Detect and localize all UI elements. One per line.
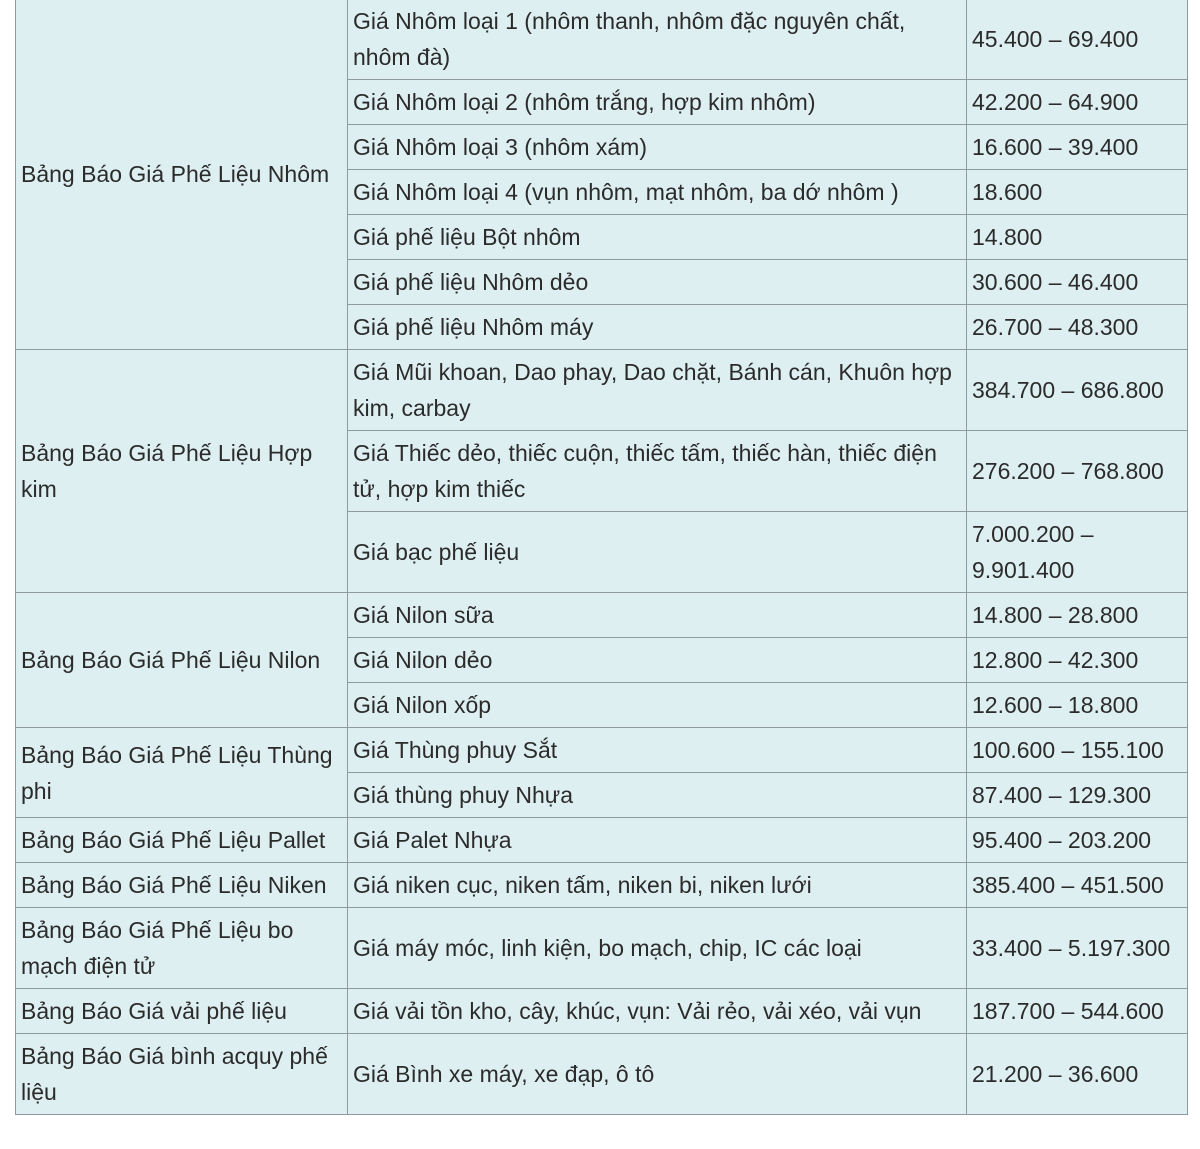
table-row — [16, 593, 1188, 638]
item-name-cell: Giá niken cục, niken tấm, niken bi, niken lưới — [348, 863, 967, 908]
table-row — [16, 908, 1188, 989]
table-row — [16, 863, 1188, 908]
price-cell: 87.400 – 129.300 — [967, 773, 1188, 818]
table-row — [16, 818, 1188, 863]
price-cell: 30.600 – 46.400 — [967, 260, 1188, 305]
table-row — [16, 350, 1188, 431]
price-cell: 12.800 – 42.300 — [967, 638, 1188, 683]
item-name-cell: Giá Thiếc dẻo, thiếc cuộn, thiếc tấm, thiếc hàn, thiếc điện tử, hợp kim thiếc — [348, 431, 967, 512]
price-cell: 95.400 – 203.200 — [967, 818, 1188, 863]
price-cell: 33.400 – 5.197.300 — [967, 908, 1188, 989]
item-name-cell: Giá Nhôm loại 3 (nhôm xám) — [348, 125, 967, 170]
table-row — [16, 728, 1188, 773]
price-cell: 42.200 – 64.900 — [967, 80, 1188, 125]
category-cell: Bảng Báo Giá bình acquy phế liệu — [16, 1034, 348, 1115]
category-cell: Bảng Báo Giá Phế Liệu Hợp kim — [16, 350, 348, 593]
item-name-cell: Giá Mũi khoan, Dao phay, Dao chặt, Bánh cán, Khuôn hợp kim, carbay — [348, 350, 967, 431]
item-name-cell: Giá Nilon dẻo — [348, 638, 967, 683]
price-table — [15, 0, 1188, 1115]
price-cell: 276.200 – 768.800 — [967, 431, 1188, 512]
item-name-cell: Giá Nhôm loại 4 (vụn nhôm, mạt nhôm, ba dớ nhôm ) — [348, 170, 967, 215]
table-row — [16, 989, 1188, 1034]
price-cell: 384.700 – 686.800 — [967, 350, 1188, 431]
price-cell: 18.600 — [967, 170, 1188, 215]
price-cell: 45.400 – 69.400 — [967, 0, 1188, 80]
item-name-cell: Giá Nilon xốp — [348, 683, 967, 728]
price-cell: 7.000.200 – 9.901.400 — [967, 512, 1188, 593]
price-cell: 14.800 — [967, 215, 1188, 260]
category-cell: Bảng Báo Giá Phế Liệu Nilon — [16, 593, 348, 728]
item-name-cell: Giá Nilon sữa — [348, 593, 967, 638]
item-name-cell: Giá Palet Nhựa — [348, 818, 967, 863]
table-row — [16, 0, 1188, 80]
item-name-cell: Giá vải tồn kho, cây, khúc, vụn: Vải rẻo, vải xéo, vải vụn — [348, 989, 967, 1034]
price-cell: 26.700 – 48.300 — [967, 305, 1188, 350]
price-table-body — [16, 0, 1188, 1115]
price-cell: 14.800 – 28.800 — [967, 593, 1188, 638]
category-cell: Bảng Báo Giá Phế Liệu Niken — [16, 863, 348, 908]
item-name-cell: Giá phế liệu Nhôm dẻo — [348, 260, 967, 305]
item-name-cell: Giá bạc phế liệu — [348, 512, 967, 593]
price-cell: 21.200 – 36.600 — [967, 1034, 1188, 1115]
category-cell: Bảng Báo Giá Phế Liệu Thùng phi — [16, 728, 348, 818]
price-cell: 100.600 – 155.100 — [967, 728, 1188, 773]
item-name-cell: Giá thùng phuy Nhựa — [348, 773, 967, 818]
item-name-cell: Giá phế liệu Bột nhôm — [348, 215, 967, 260]
price-cell: 16.600 – 39.400 — [967, 125, 1188, 170]
category-cell: Bảng Báo Giá vải phế liệu — [16, 989, 348, 1034]
price-cell: 385.400 – 451.500 — [967, 863, 1188, 908]
price-cell: 12.600 – 18.800 — [967, 683, 1188, 728]
category-cell: Bảng Báo Giá Phế Liệu bo mạch điện tử — [16, 908, 348, 989]
category-cell: Bảng Báo Giá Phế Liệu Nhôm — [16, 0, 348, 350]
item-name-cell: Giá Thùng phuy Sắt — [348, 728, 967, 773]
category-cell: Bảng Báo Giá Phế Liệu Pallet — [16, 818, 348, 863]
item-name-cell: Giá máy móc, linh kiện, bo mạch, chip, IC các loại — [348, 908, 967, 989]
item-name-cell: Giá phế liệu Nhôm máy — [348, 305, 967, 350]
price-cell: 187.700 – 544.600 — [967, 989, 1188, 1034]
item-name-cell: Giá Nhôm loại 2 (nhôm trắng, hợp kim nhôm) — [348, 80, 967, 125]
table-row — [16, 1034, 1188, 1115]
item-name-cell: Giá Bình xe máy, xe đạp, ô tô — [348, 1034, 967, 1115]
item-name-cell: Giá Nhôm loại 1 (nhôm thanh, nhôm đặc nguyên chất, nhôm đà) — [348, 0, 967, 80]
